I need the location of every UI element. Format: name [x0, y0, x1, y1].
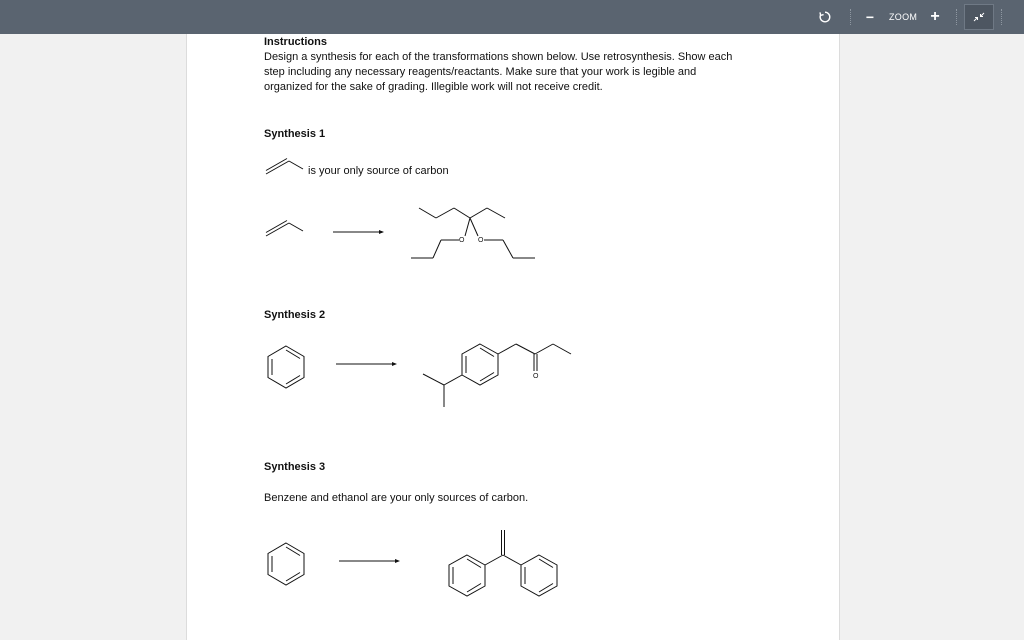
- oxygen-label: O: [533, 373, 539, 380]
- synthesis-1-note: is your only source of carbon: [308, 165, 449, 177]
- document-page: [186, 34, 840, 640]
- zoom-in-button[interactable]: [927, 0, 943, 34]
- aryl-ketone-product-structure: [417, 334, 587, 414]
- benzene-structure: [265, 541, 307, 589]
- acetal-product-structure: [409, 204, 539, 264]
- synthesis-2-title: Synthesis 2: [264, 309, 326, 321]
- instructions-heading: Instructions: [264, 36, 327, 48]
- rotate-icon: [818, 10, 832, 24]
- reaction-arrow: [333, 228, 385, 236]
- benzene-structure: [265, 344, 307, 392]
- toolbar-divider: [1001, 9, 1002, 25]
- diphenylethylene-product-structure: [437, 518, 577, 598]
- instructions-line: Design a synthesis for each of the transformations shown below. Use retrosynthesis. Show each: [264, 51, 733, 63]
- rotate-button[interactable]: [814, 0, 836, 34]
- reaction-arrow: [339, 557, 401, 565]
- oxygen-label: O: [478, 237, 484, 244]
- toolbar-divider: [956, 9, 957, 25]
- instructions-line: step including any necessary reagents/reactants. Make sure that your work is legible and: [264, 66, 697, 78]
- zoom-label: ZOOM: [889, 12, 918, 22]
- viewer-toolbar: [0, 0, 1024, 34]
- toolbar-divider: [850, 9, 851, 25]
- zoom-out-button[interactable]: [862, 0, 878, 34]
- synthesis-1-title: Synthesis 1: [264, 128, 326, 140]
- exit-fullscreen-button[interactable]: [964, 4, 994, 30]
- synthesis-3-title: Synthesis 3: [264, 461, 326, 473]
- synthesis-3-note: Benzene and ethanol are your only sources of carbon.: [264, 492, 529, 504]
- reaction-arrow: [336, 360, 398, 368]
- zoom-in-icon: +: [930, 8, 940, 25]
- propene-structure: [263, 158, 307, 178]
- zoom-out-icon: −: [865, 9, 875, 25]
- oxygen-label: O: [459, 237, 465, 244]
- propene-structure: [263, 220, 307, 240]
- instructions-line: organized for the sake of grading. Illegible work will not receive credit.: [264, 81, 603, 93]
- exit-fullscreen-icon: [973, 12, 985, 22]
